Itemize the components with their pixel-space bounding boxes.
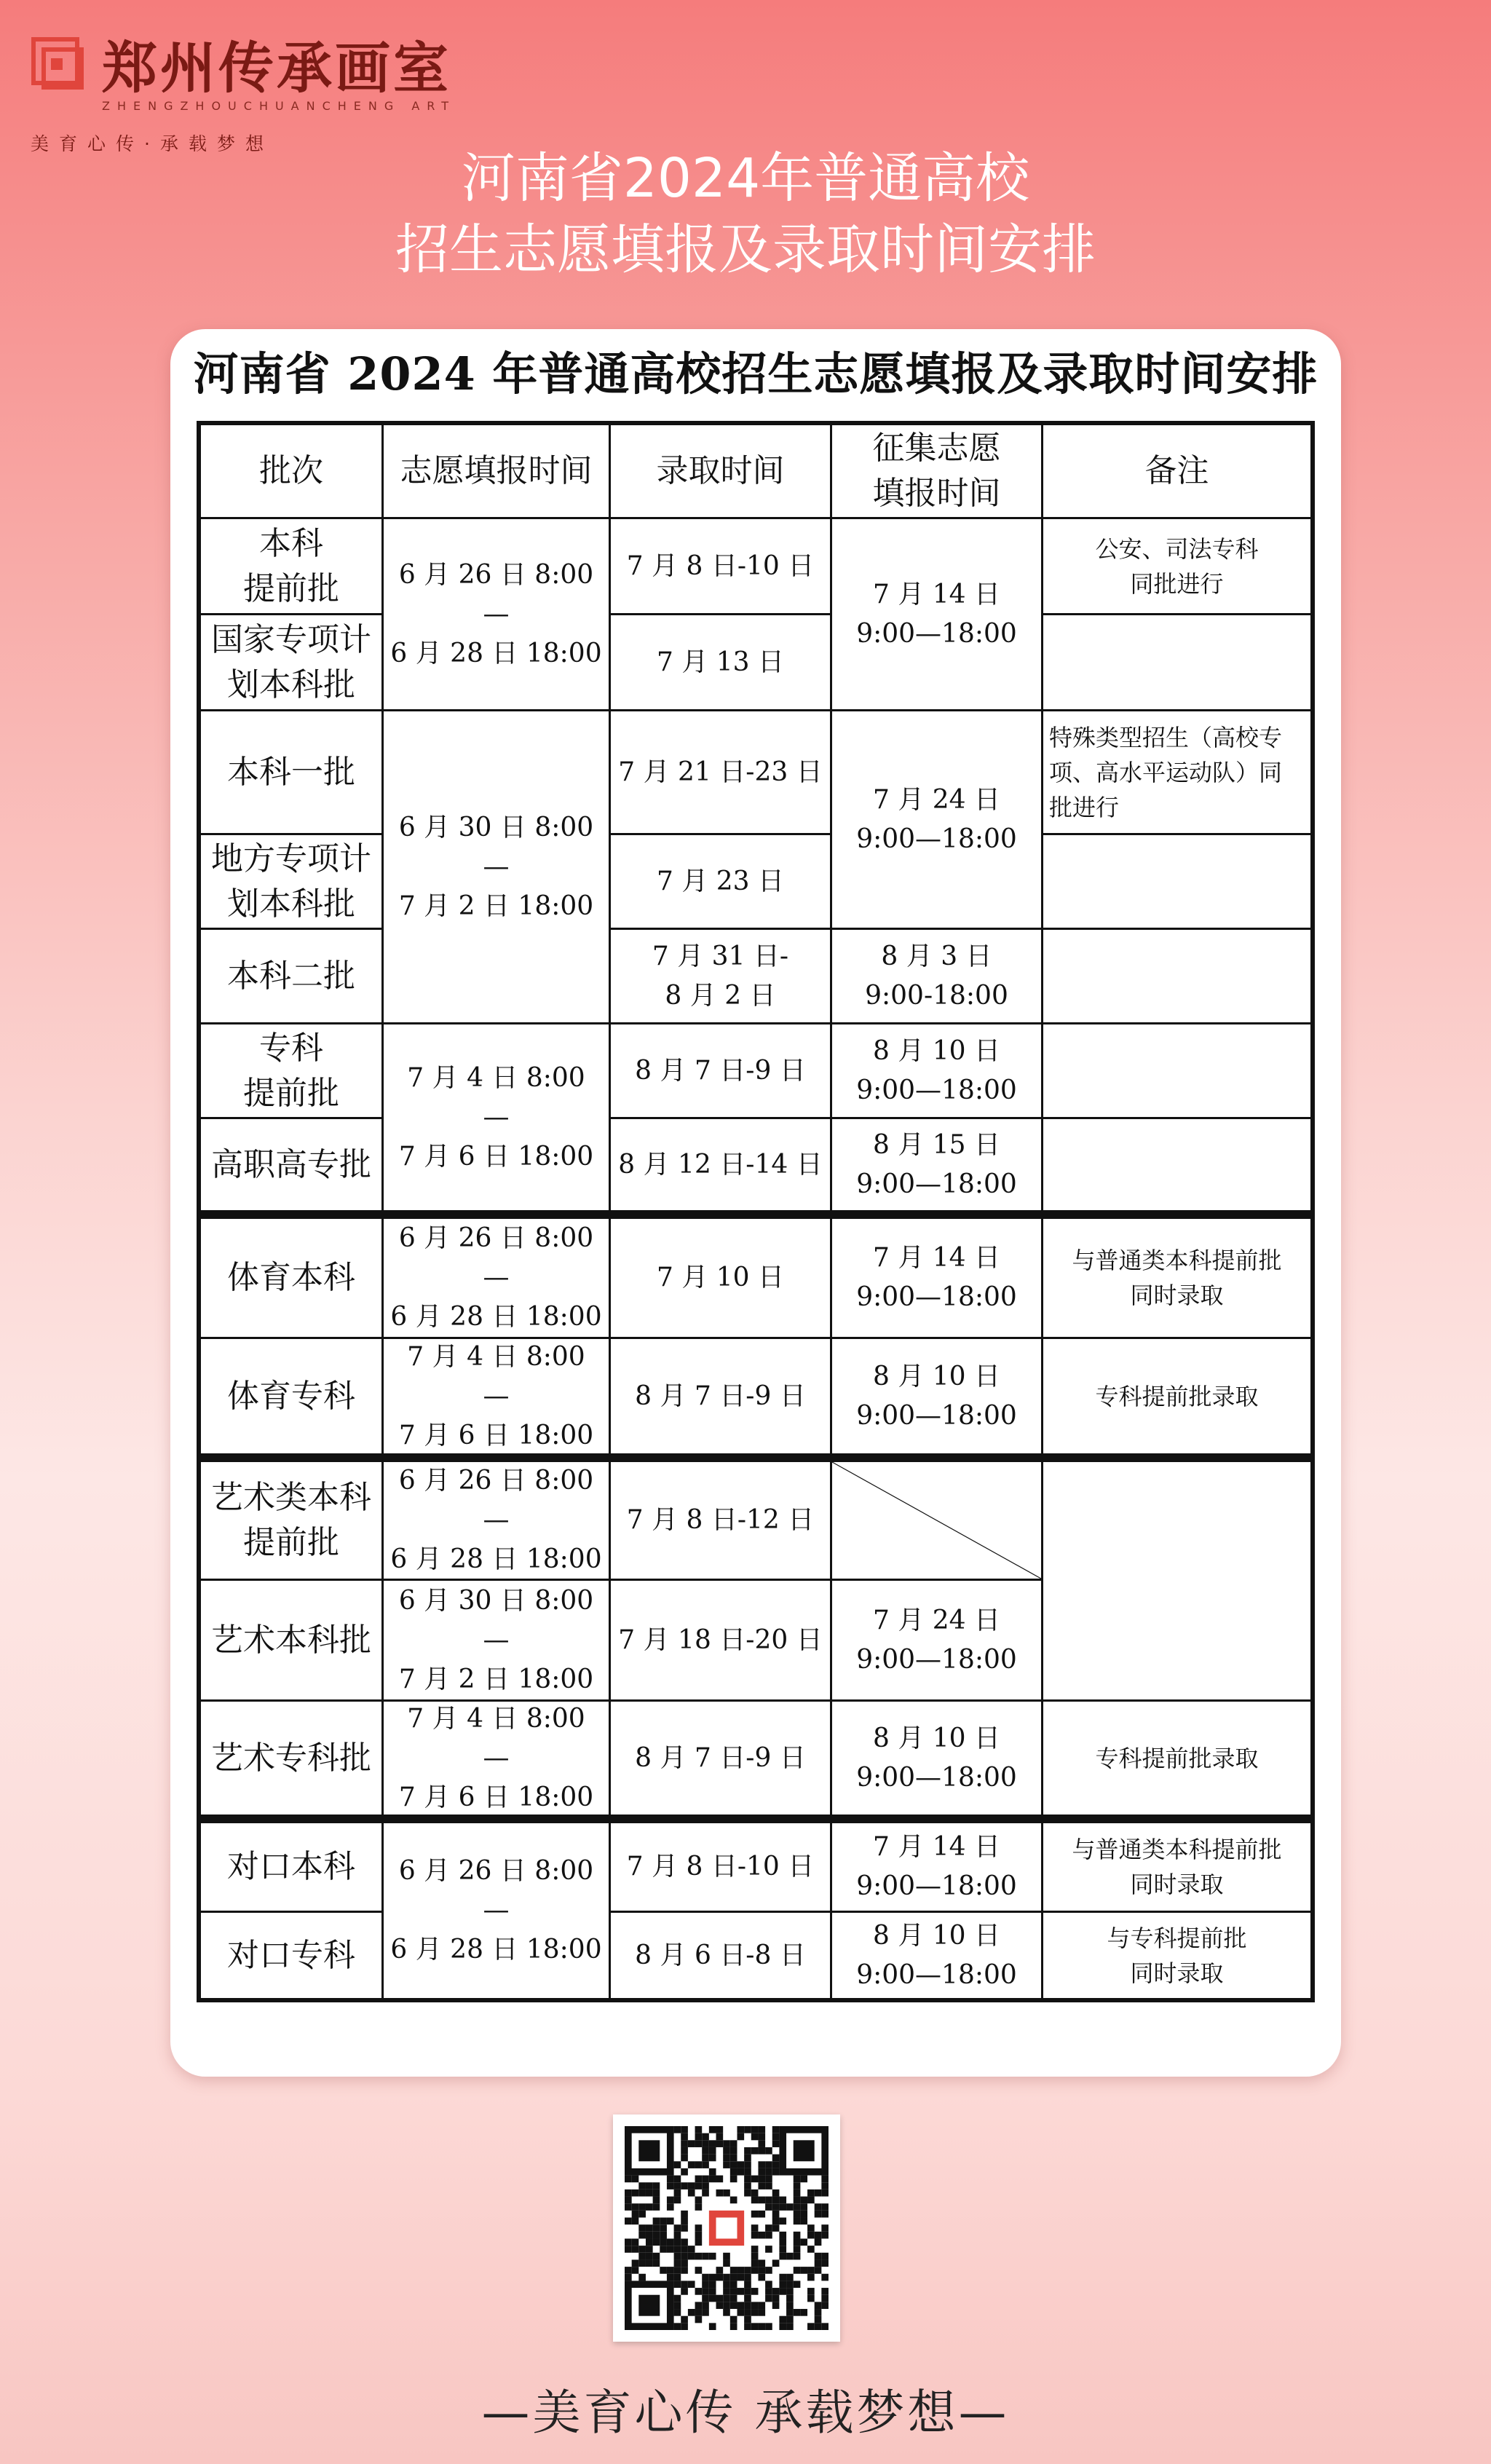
table-cell: 7 月 8 日-12 日	[609, 1458, 830, 1579]
batch-name-cell: 国家专项计 划本科批	[197, 613, 381, 709]
logo-mark-icon	[29, 36, 86, 98]
table-cell: 7 月 14 日 9:00—18:00	[830, 1819, 1041, 1911]
table-cell	[1041, 1022, 1315, 1117]
table-cell: 7 月 23 日	[609, 833, 830, 928]
brand-logo	[29, 32, 495, 154]
batch-name-cell: 本科 提前批	[197, 517, 381, 613]
table-cell	[830, 1458, 1041, 1579]
table-header-cell: 批次	[197, 421, 381, 517]
table-cell: 7 月 4 日 8:00 — 7 月 6 日 18:00	[381, 1022, 609, 1215]
table-cell: 8 月 6 日-8 日	[609, 1911, 830, 2002]
table-cell	[1041, 833, 1315, 928]
table-cell: 8 月 7 日-9 日	[609, 1022, 830, 1117]
table-cell: 8 月 10 日 9:00—18:00	[830, 1337, 1041, 1458]
schedule-card	[170, 329, 1341, 2077]
batch-name-cell: 专科 提前批	[197, 1022, 381, 1117]
qr-code-icon	[613, 2114, 840, 2342]
table-cell: 8 月 7 日-9 日	[609, 1337, 830, 1458]
table-cell	[1041, 613, 1315, 709]
batch-name-cell: 对口本科	[197, 1819, 381, 1911]
table-cell	[1041, 1458, 1315, 1699]
table-header-cell: 志愿填报时间	[381, 421, 609, 517]
table-cell: 专科提前批录取	[1041, 1337, 1315, 1458]
qr-code	[613, 2114, 840, 2342]
table-cell: 7 月 4 日 8:00 — 7 月 6 日 18:00	[381, 1699, 609, 1819]
table-cell: 7 月 18 日-20 日	[609, 1579, 830, 1699]
brand-name: 郑州传承画室	[102, 36, 451, 100]
batch-name-cell: 体育本科	[197, 1215, 381, 1337]
table-cell: 7 月 8 日-10 日	[609, 1819, 830, 1911]
batch-name-cell: 艺术本科批	[197, 1579, 381, 1699]
table-cell: 8 月 7 日-9 日	[609, 1699, 830, 1819]
brand-slogan: 美育心传·承载梦想	[31, 133, 274, 154]
diagonal-slash-icon	[832, 1462, 1041, 1579]
table-cell: 6 月 26 日 8:00 — 6 月 28 日 18:00	[381, 1458, 609, 1579]
table-cell: 8 月 12 日-14 日	[609, 1117, 830, 1215]
table-cell: 6 月 30 日 8:00 — 7 月 2 日 18:00	[381, 709, 609, 1022]
table-cell: 6 月 26 日 8:00 — 6 月 28 日 18:00	[381, 517, 609, 709]
table-cell: 8 月 10 日 9:00—18:00	[830, 1699, 1041, 1819]
table-cell: 与普通类本科提前批 同时录取	[1041, 1819, 1315, 1911]
table-cell: 7 月 31 日- 8 月 2 日	[609, 928, 830, 1022]
card-title: 河南省 2024 年普通高校招生志愿填报及录取时间安排	[193, 347, 1318, 400]
table-cell: 7 月 4 日 8:00 — 7 月 6 日 18:00	[381, 1337, 609, 1458]
schedule-table	[197, 421, 1315, 2002]
batch-name-cell: 本科一批	[197, 709, 381, 833]
table-cell: 7 月 24 日 9:00—18:00	[830, 709, 1041, 928]
table-cell: 公安、司法专科 同批进行	[1041, 517, 1315, 613]
batch-name-cell: 对口专科	[197, 1911, 381, 2002]
table-cell	[1041, 928, 1315, 1022]
table-cell: 特殊类型招生（高校专 项、高水平运动队）同 批进行	[1041, 709, 1315, 833]
table-cell: 7 月 10 日	[609, 1215, 830, 1337]
brand-pinyin: ZHENGZHOUCHUANCHENG ART	[102, 99, 456, 113]
table-cell: 8 月 15 日 9:00—18:00	[830, 1117, 1041, 1215]
table-cell: 6 月 26 日 8:00 — 6 月 28 日 18:00	[381, 1215, 609, 1337]
table-cell	[1041, 1117, 1315, 1215]
table-header-cell: 录取时间	[609, 421, 830, 517]
table-cell: 8 月 10 日 9:00—18:00	[830, 1911, 1041, 2002]
table-cell: 专科提前批录取	[1041, 1699, 1315, 1819]
table-header-cell: 备注	[1041, 421, 1315, 517]
batch-name-cell: 艺术类本科 提前批	[197, 1458, 381, 1579]
table-cell: 6 月 26 日 8:00 — 6 月 28 日 18:00	[381, 1819, 609, 2002]
table-header-cell: 征集志愿 填报时间	[830, 421, 1041, 517]
batch-name-cell: 艺术专科批	[197, 1699, 381, 1819]
table-cell: 7 月 14 日 9:00—18:00	[830, 1215, 1041, 1337]
table-cell: 8 月 3 日 9:00-18:00	[830, 928, 1041, 1022]
table-cell: 7 月 13 日	[609, 613, 830, 709]
batch-name-cell: 地方专项计 划本科批	[197, 833, 381, 928]
table-cell: 与普通类本科提前批 同时录取	[1041, 1215, 1315, 1337]
table-cell: 8 月 10 日 9:00—18:00	[830, 1022, 1041, 1117]
table-cell: 6 月 30 日 8:00 — 7 月 2 日 18:00	[381, 1579, 609, 1699]
batch-name-cell: 体育专科	[197, 1337, 381, 1458]
table-cell: 7 月 21 日-23 日	[609, 709, 830, 833]
page-title-line1: 河南省2024年普通高校	[461, 147, 1030, 210]
table-cell: 与专科提前批 同时录取	[1041, 1911, 1315, 2002]
batch-name-cell: 本科二批	[197, 928, 381, 1022]
footer-slogan: —美育心传 承载梦想—	[481, 2385, 1010, 2441]
page-title-line2: 招生志愿填报及录取时间安排	[395, 218, 1096, 281]
table-cell: 7 月 14 日 9:00—18:00	[830, 517, 1041, 709]
batch-name-cell: 高职高专批	[197, 1117, 381, 1215]
table-cell: 7 月 8 日-10 日	[609, 517, 830, 613]
table-cell: 7 月 24 日 9:00—18:00	[830, 1579, 1041, 1699]
